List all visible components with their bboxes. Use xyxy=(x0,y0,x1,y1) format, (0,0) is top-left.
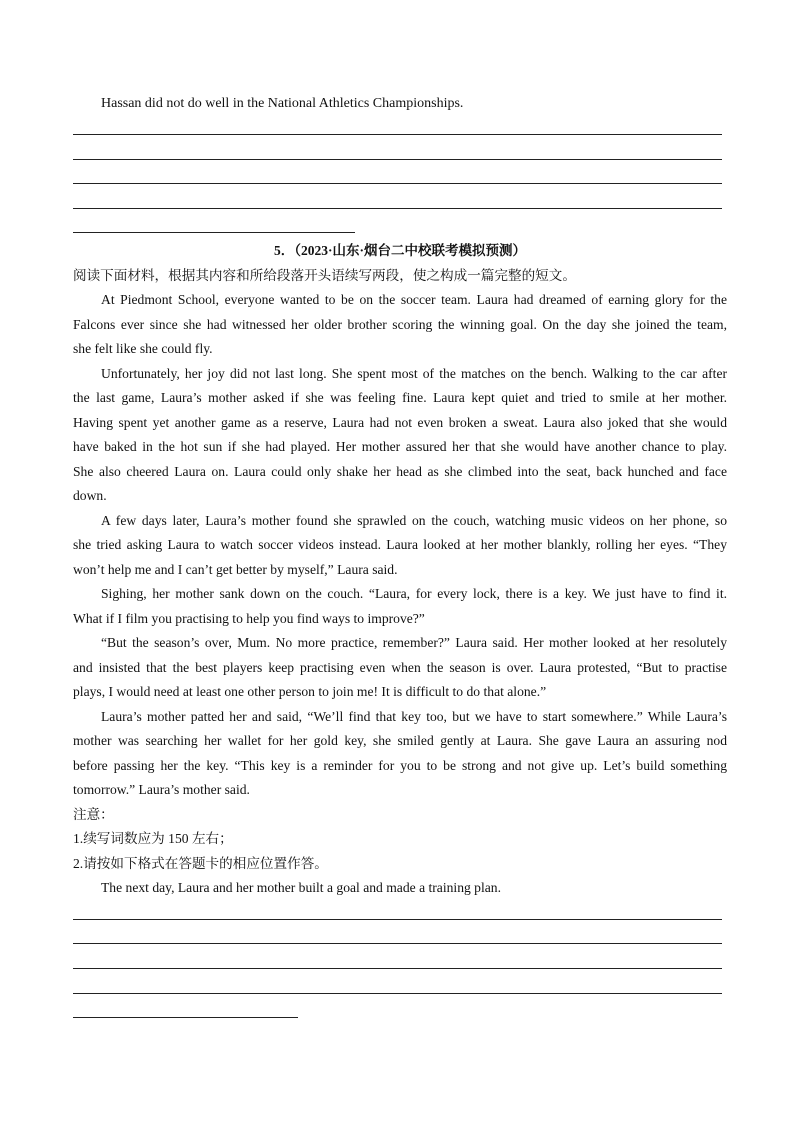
note-title: 注意： xyxy=(73,807,114,822)
passage-line: she tried asking Laura to watch soccer videos instead. Laura looked at her mother blankly, rolling her eyes. “They xyxy=(73,537,727,552)
passage-line: and insisted that the best players keep practising even when the season is over. Laura protested, “But to practise xyxy=(73,660,727,675)
passage-line: won’t help me and I can’t get better by myself,” Laura said. xyxy=(73,562,398,577)
passage-line: A few days later, Laura’s mother found she sprawled on the couch, watching music videos on her phone, so xyxy=(101,513,727,528)
passage-line: She also cheered Laura on. Laura could only shake her head as she climbed into the seat, back hunched and face xyxy=(73,464,727,479)
answer-line[interactable] xyxy=(73,968,722,969)
answer-line[interactable] xyxy=(73,134,722,135)
note-item: 2.请按如下格式在答题卡的相应位置作答。 xyxy=(73,856,328,871)
passage-line: Falcons ever since she had witnessed her older brother scoring the winning goal. On the day she joined the team, xyxy=(73,317,727,332)
passage-line: the last game, Laura’s mother asked if she was feeling fine. Laura kept quiet and tried to smile at her mother. xyxy=(73,390,727,405)
answer-line[interactable] xyxy=(73,943,722,944)
answer-line[interactable] xyxy=(73,159,722,160)
passage-line: Laura’s mother patted her and said, “We’ll find that key too, but we have to start somewhere.” While Laura’s xyxy=(101,709,727,724)
answer-line-short[interactable] xyxy=(73,232,355,233)
answer-line[interactable] xyxy=(73,183,722,184)
answer-line[interactable] xyxy=(73,919,722,920)
passage-line: before passing her the key. “This key is a reminder for you to be strong and not give up. Let’s build something xyxy=(73,758,727,773)
passage-line: “But the season’s over, Mum. No more practice, remember?” Laura said. Her mother looked at her resolutely xyxy=(101,635,727,650)
previous-continuation-prompt: Hassan did not do well in the National Athletics Championships. xyxy=(101,96,464,111)
question-instruction: 阅读下面材料，根据其内容和所给段落开头语续写两段，使之构成一篇完整的短文。 xyxy=(73,268,576,283)
passage-line: Sighing, her mother sank down on the couch. “Laura, for every lock, there is a key. We just have to find it. xyxy=(101,586,727,601)
passage-line: she felt like she could fly. xyxy=(73,341,213,356)
passage-line: mother was searching her wallet for her gold key, she smiled gently at Laura. She gave Laura an assuring nod xyxy=(73,733,727,748)
passage-line: At Piedmont School, everyone wanted to be on the soccer team. Laura had dreamed of earning glory for the xyxy=(101,292,727,307)
note-item: 1.续写词数应为 150 左右； xyxy=(73,831,233,846)
passage-line: down. xyxy=(73,488,107,503)
passage-line: Unfortunately, her joy did not last long. She spent most of the matches on the bench. Walking to the car after xyxy=(101,366,727,381)
answer-line-short[interactable] xyxy=(73,1017,298,1018)
passage-line: have baked in the hot sun if she had played. Her mother assured her that she would have another chance to play. xyxy=(73,439,727,454)
passage-line: tomorrow.” Laura’s mother said. xyxy=(73,782,250,797)
passage-line: What if I film you practising to help you find ways to improve?” xyxy=(73,611,425,626)
continuation-prompt: The next day, Laura and her mother built a goal and made a training plan. xyxy=(101,880,501,895)
passage-line: plays, I would need at least one other person to join me! It is difficult to do that alone.” xyxy=(73,684,547,699)
passage-line: Having spent yet another game as a reserve, Laura had not even broken a sweat. Laura also joked that she would xyxy=(73,415,727,430)
answer-line[interactable] xyxy=(73,208,722,209)
answer-line[interactable] xyxy=(73,993,722,994)
question-heading: 5．（2023·山东·烟台二中校联考模拟预测） xyxy=(273,243,526,258)
